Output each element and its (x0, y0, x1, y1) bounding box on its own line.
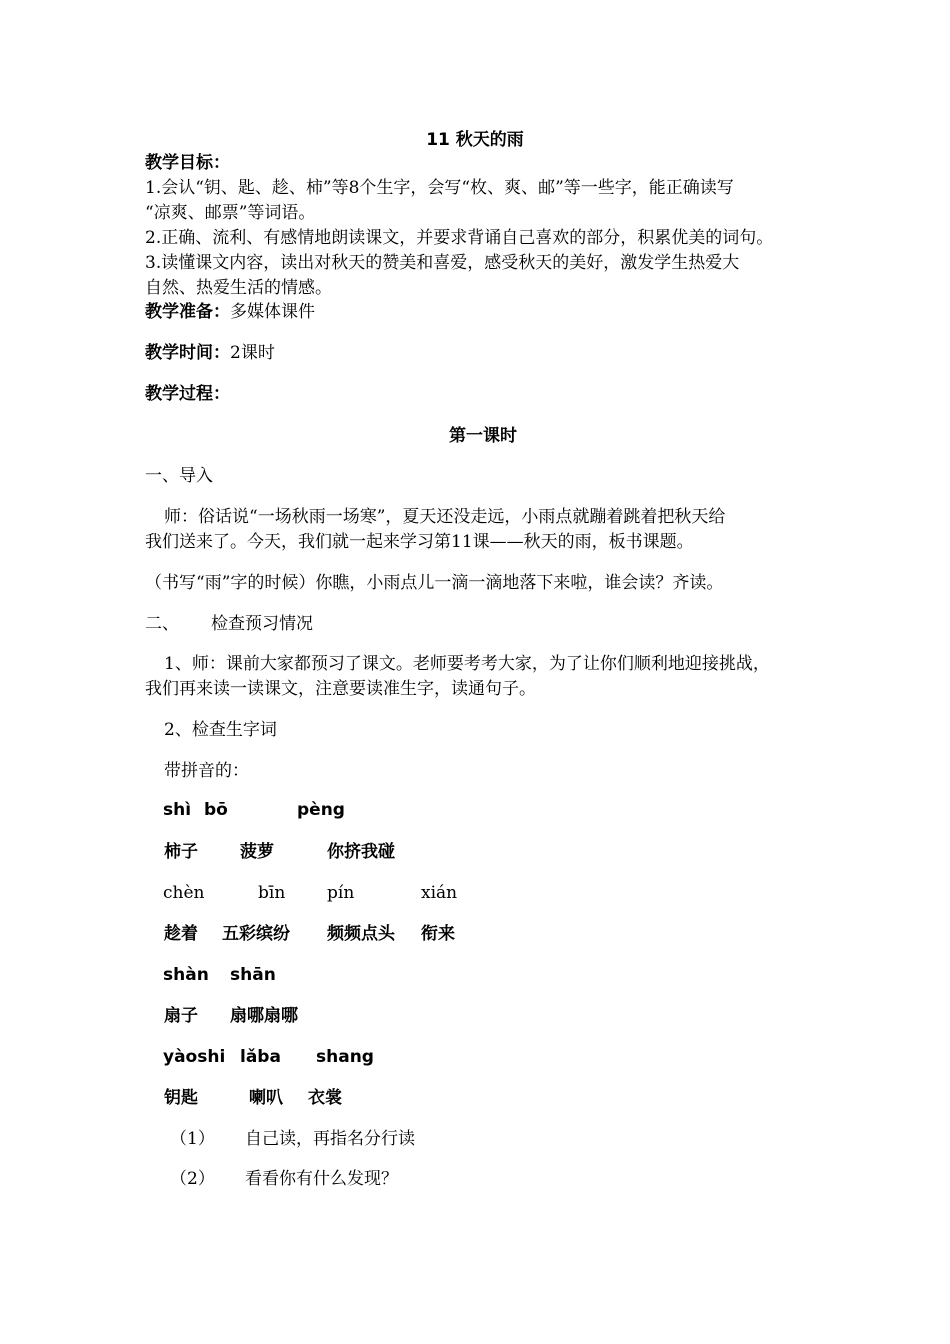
preparation-value: 多媒体课件 (230, 302, 315, 322)
pinyin-word: pín (327, 883, 355, 903)
part1-para2: （书写“雨”字的时候）你瞧，小雨点儿一滴一滴地落下来啦，谁会读？齐读。 (145, 573, 724, 593)
vocab-word: 你挤我碰 (327, 842, 395, 862)
pinyin-word: shàn (163, 965, 209, 985)
vocab-word: 衣裳 (308, 1088, 342, 1108)
vocab-word: 频频点头 (327, 924, 395, 944)
objective-1-line-2: “凉爽、邮票”等词语。 (145, 203, 316, 223)
time-label: 教学时间： (145, 343, 230, 363)
preparation-line (145, 300, 315, 324)
objective-2: 2.正确、流利、有感情地朗读课文，并要求背诵自己喜欢的部分，积累优美的词句。 (145, 228, 774, 248)
objective-3-line-1: 3.读懂课文内容，读出对秋天的赞美和喜爱，感受秋天的美好，激发学生热爱大 (145, 253, 740, 273)
lesson-heading: 第一课时 (449, 426, 517, 446)
vocab-word: 五彩缤纷 (222, 924, 290, 944)
vocab-word: 菠萝 (240, 842, 274, 862)
vocab-word: 趁着 (164, 924, 198, 944)
part1-heading: 一、导入 (145, 466, 213, 486)
objectives-heading: 教学目标： (145, 153, 230, 173)
pinyin-word: shì (163, 800, 192, 820)
vocab-word: 衔来 (421, 924, 455, 944)
part2-title: 检查预习情况 (211, 614, 313, 634)
with-pinyin-label: 带拼音的： (164, 761, 249, 781)
vocab-word: 扇哪扇哪 (230, 1006, 298, 1026)
process-heading: 教学过程： (145, 384, 230, 404)
task-number: （2） (170, 1169, 215, 1189)
task-text: 自己读，再指名分行读 (245, 1129, 415, 1149)
pinyin-word: xián (421, 883, 458, 903)
time-line (145, 341, 275, 365)
part2-heading (145, 612, 313, 636)
pinyin-word: lǎba (240, 1047, 281, 1067)
part2-step1-line-2: 我们再来读一读课文，注意要读准生字，读通句子。 (145, 679, 536, 699)
preparation-label: 教学准备： (145, 302, 230, 322)
pinyin-word: shān (230, 965, 276, 985)
task-text: 看看你有什么发现？ (245, 1169, 398, 1189)
objective-1-line-1: 1.会认“钥、匙、趁、柿”等8个生字，会写“枚、爽、邮”等一些字，能正确读写 (145, 178, 734, 198)
pinyin-word: bō (204, 800, 228, 820)
part2-step2: 2、检查生字词 (164, 720, 277, 740)
task-number: （1） (170, 1129, 215, 1149)
page-title: 11 秋天的雨 (426, 130, 524, 150)
part2-step1-line-1: 1、师：课前大家都预习了课文。老师要考考大家，为了让你们顺利地迎接挑战， (164, 654, 770, 674)
pinyin-word: yàoshi (163, 1047, 226, 1067)
part2-number: 二、 (145, 614, 179, 634)
vocab-word: 柿子 (164, 842, 198, 862)
vocab-word: 钥匙 (164, 1088, 198, 1108)
time-value: 2课时 (230, 343, 275, 363)
pinyin-word: shang (316, 1047, 374, 1067)
part1-para1-line-2: 我们送来了。今天，我们就一起来学习第11课——秋天的雨，板书课题。 (145, 532, 694, 552)
pinyin-word: bīn (258, 883, 286, 903)
objective-3-line-2: 自然、热爱生活的情感。 (145, 278, 332, 298)
vocab-word: 喇叭 (249, 1088, 283, 1108)
pinyin-word: chèn (163, 883, 205, 903)
vocab-word: 扇子 (164, 1006, 198, 1026)
part1-para1-line-1: 师：俗话说“一场秋雨一场寒”，夏天还没走远，小雨点就蹦着跳着把秋天给 (164, 507, 726, 527)
pinyin-word: pèng (297, 800, 345, 820)
